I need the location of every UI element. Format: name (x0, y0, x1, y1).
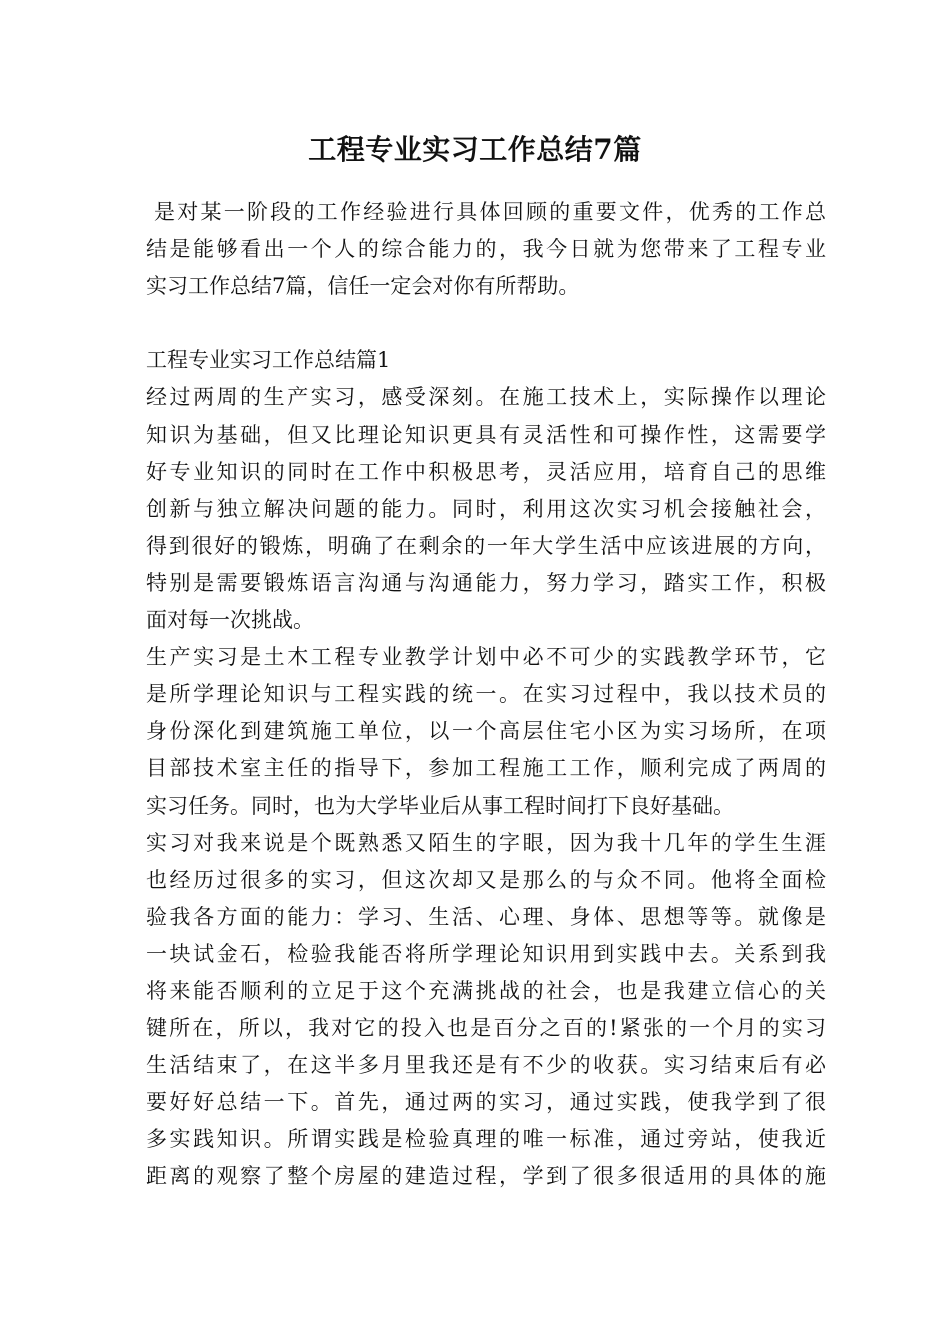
document-title: 工程专业实习工作总结7篇 (308, 133, 642, 166)
section-heading: 工程专业实习工作总结篇1 (146, 348, 391, 373)
document-body (146, 194, 826, 1196)
paragraph-2 (146, 639, 826, 824)
paragraph-line: 多实践知识。所谓实践是检验真理的唯一标准，通过旁站，使我近 (146, 1127, 826, 1152)
paragraph-line: 面对每一次挑战。 (146, 608, 314, 633)
paragraph-line: 键所在，所以，我对它的投入也是百分之百的!紧张的一个月的实习 (146, 1016, 826, 1041)
paragraph-line: 一块试金石，检验我能否将所学理论知识用到实践中去。关系到我 (146, 941, 826, 966)
paragraph-1 (146, 379, 826, 639)
paragraph-line: 验我各方面的能力：学习、生活、心理、身体、思想等等。就像是 (146, 904, 826, 929)
intro-line: 实习工作总结7篇，信任一定会对你有所帮助。 (146, 274, 580, 299)
intro-line: 是对某一阶段的工作经验进行具体回顾的重要文件，优秀的工作总 (154, 200, 826, 224)
paragraph-line: 得到很好的锻炼，明确了在剩余的一年大学生活中应该进展的方向， (146, 533, 826, 558)
paragraph-line: 特别是需要锻炼语言沟通与沟通能力，努力学习，踏实工作，积极 (146, 570, 826, 595)
paragraph-line: 生活结束了，在这半多月里我还是有不少的收获。实习结束后有必 (146, 1053, 826, 1078)
paragraph-line: 要好好总结一下。首先，通过两的实习，通过实践，使我学到了很 (146, 1090, 826, 1115)
paragraph-line: 距离的观察了整个房屋的建造过程，学到了很多很适用的具体的施 (146, 1164, 826, 1189)
paragraph-3 (146, 825, 826, 1196)
paragraph-line: 生产实习是土木工程专业教学计划中必不可少的实践教学环节，它 (146, 645, 826, 670)
paragraph-line: 也经历过很多的实习，但这次却又是那么的与众不同。他将全面检 (146, 867, 826, 892)
paragraph-line: 经过两周的生产实习，感受深刻。在施工技术上，实际操作以理论 (146, 385, 826, 410)
paragraph-line: 知识为基础，但又比理论知识更具有灵活性和可操作性，这需要学 (146, 422, 826, 447)
paragraph-line: 好专业知识的同时在工作中积极思考，灵活应用，培育自己的思维 (146, 459, 826, 484)
paragraph-line: 将来能否顺利的立足于这个充满挑战的社会，也是我建立信心的关 (146, 978, 826, 1003)
intro-line: 结是能够看出一个人的综合能力的，我今日就为您带来了工程专业 (146, 237, 826, 262)
intro-paragraph (146, 194, 826, 305)
paragraph-line: 实习对我来说是个既熟悉又陌生的字眼，因为我十几年的学生生涯 (146, 830, 826, 855)
paragraph-spacer (146, 305, 826, 342)
paragraph-line: 创新与独立解决问题的能力。同时，利用这次实习机会接触社会， (146, 496, 826, 521)
paragraph-line: 是所学理论知识与工程实践的统一。在实习过程中，我以技术员的 (146, 682, 826, 707)
paragraph-line: 实习任务。同时，也为大学毕业后从事工程时间打下良好基础。 (146, 793, 734, 818)
paragraph-line: 身份深化到建筑施工单位，以一个高层住宅小区为实习场所，在项 (146, 719, 826, 744)
paragraph-line: 目部技术室主任的指导下，参加工程施工工作，顺利完成了两周的 (146, 756, 826, 781)
